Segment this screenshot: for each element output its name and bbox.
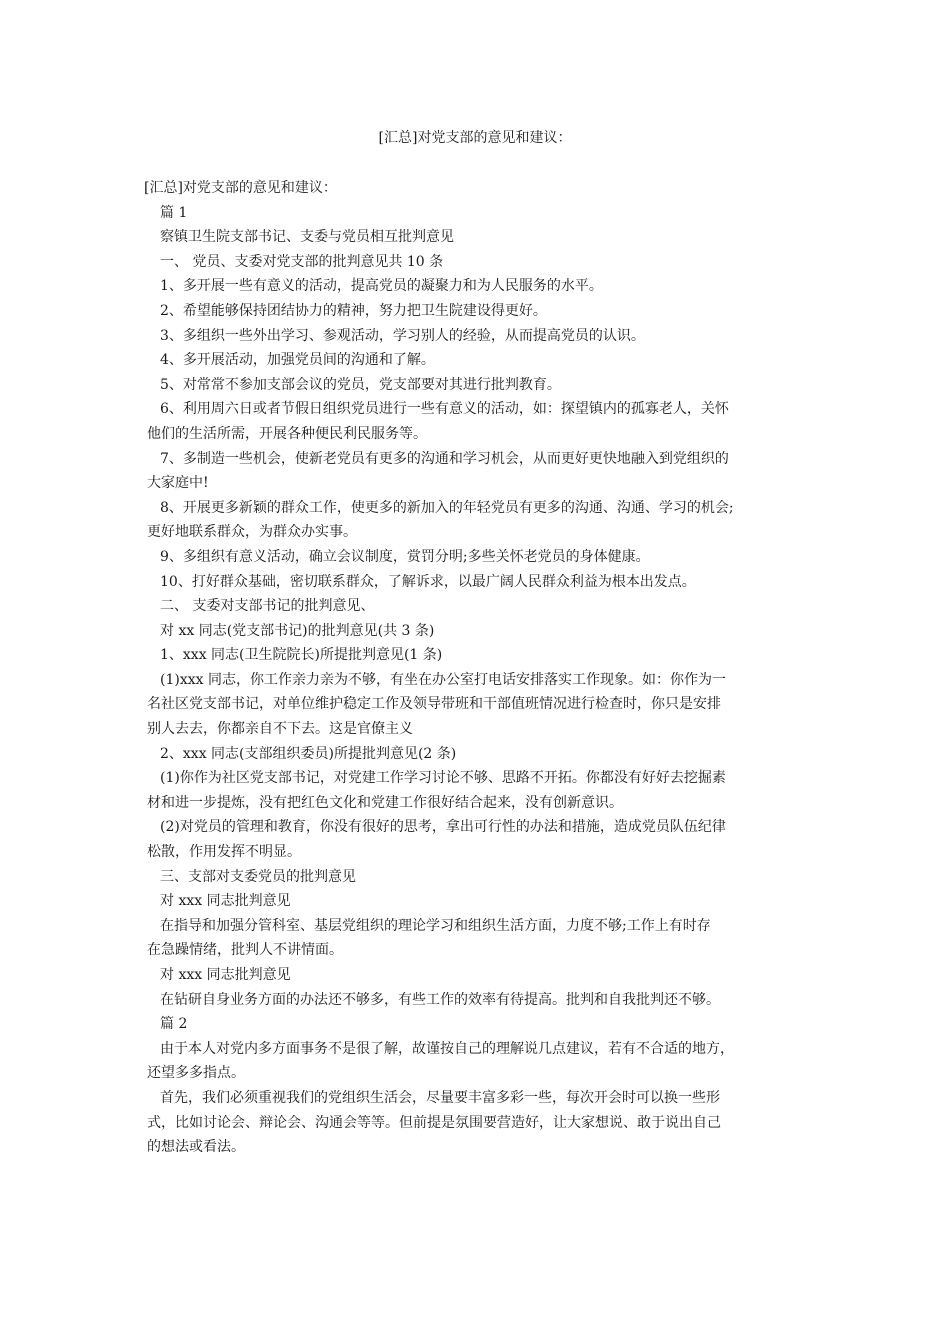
- list-item: 10、打好群众基础，密切联系群众，了解诉求，以最广阔人民群众利益为根本出发点。: [160, 573, 696, 590]
- section-heading: 三、支部对支委党员的批判意见: [160, 868, 356, 885]
- list-item: 3、多组织一些外出学习、参观活动，学习别人的经验，从而提高党员的认识。: [160, 327, 645, 344]
- section-label: 篇 2: [160, 1016, 188, 1033]
- section-heading: 一、 党员、支委对党支部的批判意见共 10 条: [160, 253, 444, 270]
- paragraph-continuation: 的想法或看法。: [147, 1139, 245, 1156]
- paragraph-continuation: 材和进一步提炼，没有把红色文化和党建工作很好结合起来，没有创新意识。: [147, 794, 623, 811]
- paragraph-continuation: 式，比如讨论会、辩论会、沟通会等等。但前提是氛围要营造好，让大家想说、敢于说出自己: [147, 1114, 721, 1131]
- list-item: 1、多开展一些有意义的活动，提高党员的凝聚力和为人民服务的水平。: [160, 278, 603, 295]
- paragraph-line: 由于本人对党内多方面事务不是很了解，故谨按自己的理解说几点建议，若有不合适的地方，: [160, 1040, 734, 1057]
- paragraph-line: 对 xx 同志(党支部书记)的批判意见(共 3 条): [160, 622, 435, 639]
- paragraph-line: 首先，我们必须重视我们的党组织生活会，尽量要丰富多彩一些，每次开会时可以换一些形: [160, 1089, 720, 1106]
- list-item-continuation: 更好地联系群众，为群众办实事。: [147, 524, 357, 541]
- paragraph-continuation: 名社区党支部书记，对单位维护稳定工作及领导带班和干部值班情况进行检查时，你只是安排: [147, 696, 721, 713]
- paragraph-continuation: 在急躁情绪，批判人不讲情面。: [147, 942, 343, 959]
- paragraph-continuation: 别人去去，你都亲自不下去。这是官僚主义: [147, 721, 413, 738]
- list-item: 5、对常常不参加支部会议的党员，党支部要对其进行批判教育。: [160, 376, 561, 393]
- paragraph-line: (1)你作为社区党支部书记，对党建工作学习讨论不够、思路不开拓。你都没有好好去挖掘素: [160, 770, 726, 787]
- list-item: 6、利用周六日或者节假日组织党员进行一些有意义的活动，如：探望镇内的孤寡老人，关怀: [160, 401, 729, 418]
- list-item-continuation: 他们的生活所需，开展各种便民利民服务等。: [147, 425, 427, 442]
- list-item: 7、多制造一些机会，使新老党员有更多的沟通和学习机会，从而更好更快地融入到党组织的: [160, 450, 729, 467]
- paragraph-line: 察镇卫生院支部书记、支委与党员相互批判意见: [160, 229, 454, 246]
- paragraph-line: (1)xxx 同志，你工作亲力亲为不够，有坐在办公室打电话安排落实工作现象。如：你作为一: [160, 671, 726, 688]
- list-item: 8、开展更多新颖的群众工作，使更多的新加入的年轻党员有更多的沟通、沟通、学习的机会;: [160, 499, 734, 516]
- list-item: 4、多开展活动，加强党员间的沟通和了解。: [160, 352, 435, 369]
- paragraph-line: 在指导和加强分管科室、基层党组织的理论学习和组织生活方面，力度不够;工作上有时存: [160, 917, 711, 934]
- paragraph-continuation: 还望多多指点。: [147, 1065, 245, 1082]
- paragraph-line: (2)对党员的管理和教育，你没有很好的思考，拿出可行性的办法和措施，造成党员队伍纪律: [160, 819, 726, 836]
- document-body: [144, 176, 812, 1160]
- list-item: 2、xxx 同志(支部组织委员)所提批判意见(2 条): [160, 745, 457, 762]
- list-item-continuation: 大家庭中!: [147, 475, 209, 492]
- list-item: 9、多组织有意义活动，确立会议制度，赏罚分明;多些关怀老党员的身体健康。: [160, 548, 650, 565]
- intro-heading: [汇总]对党支部的意见和建议：: [144, 180, 337, 196]
- paragraph-line: 对 xxx 同志批判意见: [160, 967, 291, 983]
- list-item: 1、xxx 同志(卫生院院长)所提批判意见(1 条): [160, 647, 443, 664]
- paragraph-line: 在钻研自身业务方面的办法还不够多，有些工作的效率有待提高。批判和自我批判还不够。: [160, 991, 720, 1008]
- paragraph-continuation: 松散，作用发挥不明显。: [147, 844, 301, 861]
- section-heading: 二、 支委对支部书记的批判意见、: [160, 598, 375, 615]
- list-item: 2、希望能够保持团结协力的精神，努力把卫生院建设得更好。: [160, 302, 547, 319]
- section-label: 篇 1: [160, 204, 188, 221]
- document-title: [汇总]对党支部的意见和建议：: [378, 130, 572, 146]
- paragraph-line: 对 xxx 同志批判意见: [160, 893, 291, 910]
